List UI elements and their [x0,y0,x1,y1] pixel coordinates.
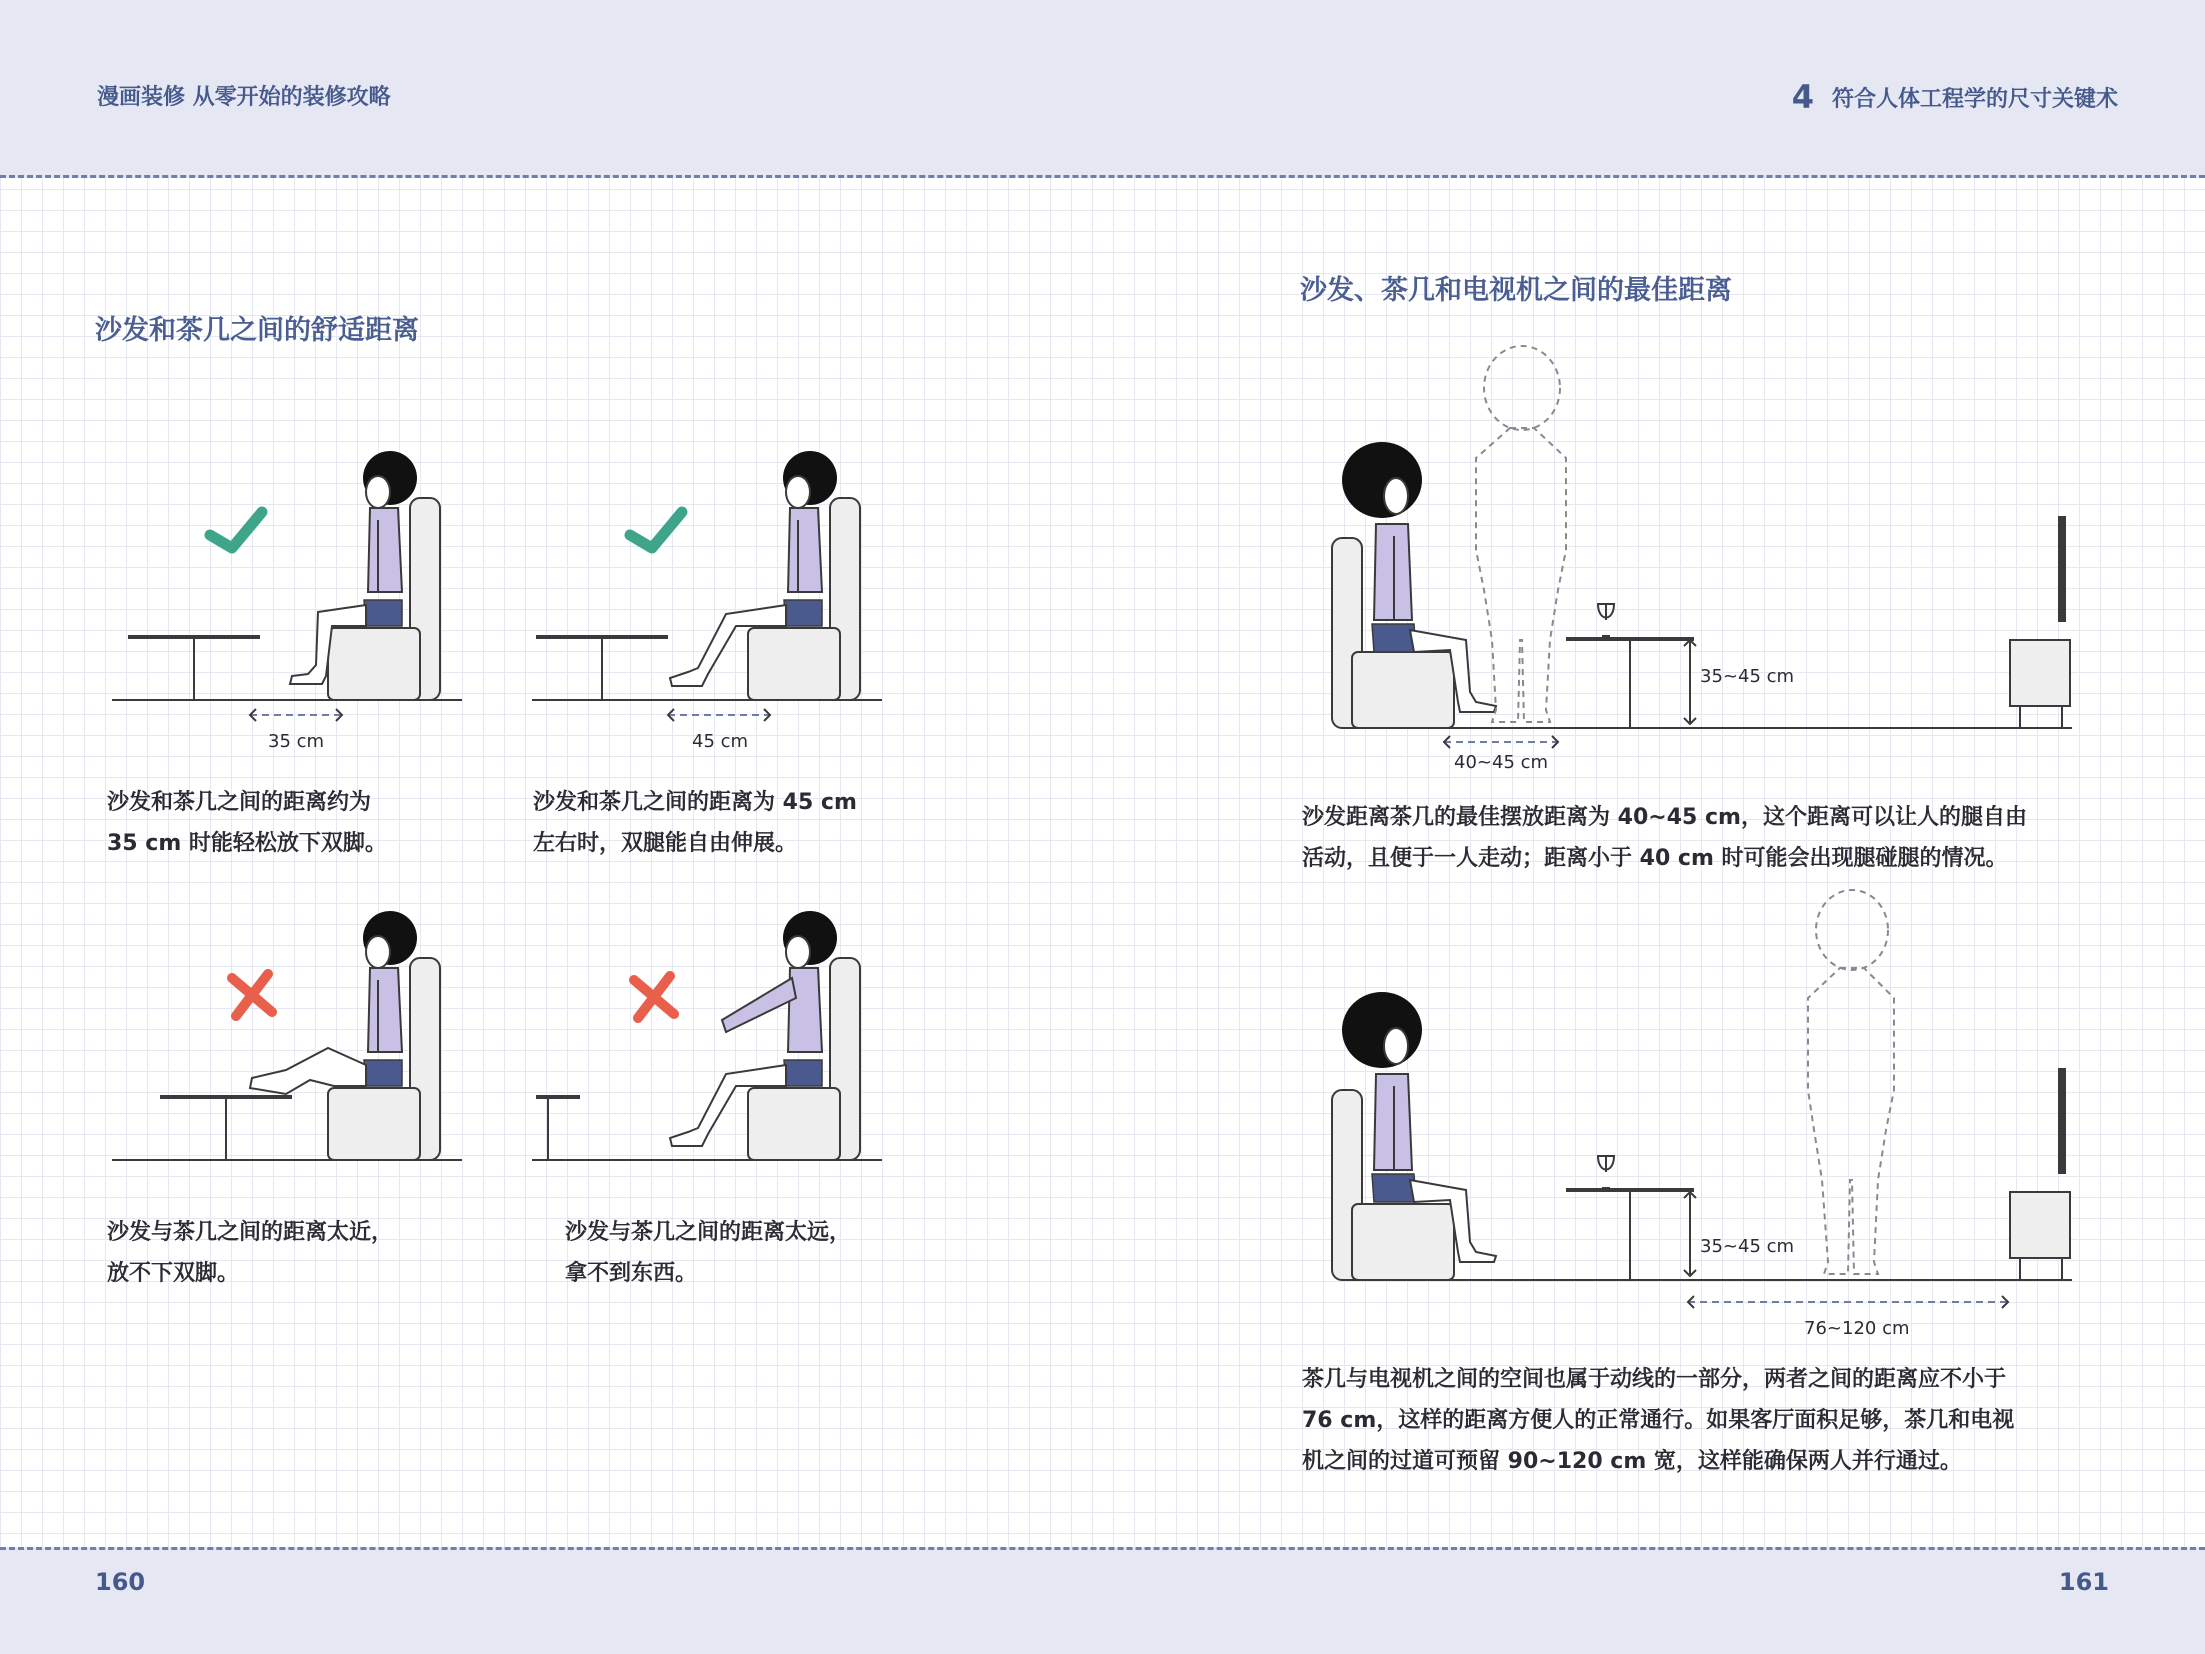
seated-person [250,911,417,1094]
standing-silhouette [1808,890,1894,1274]
book-title: 漫画装修 从零开始的装修攻略 [97,85,391,110]
panel-too-far [530,900,890,1180]
cross-icon [232,974,272,1016]
right-section-title: 沙发、茶几和电视机之间的最佳距离 [1300,275,1732,306]
caption-panel-3: 沙发与茶几之间的距离太近， 放不下双脚。 [107,1220,394,1286]
page-number-right: 161 [2058,1568,2109,1596]
chapter-number: 4 [1791,78,1814,116]
paragraph-2: 茶几与电视机之间的空间也属于动线的一部分，两者之间的距离应不小于 76 cm，这样的距离方便人的正常通行。如果客厅面积足够，茶几和电视 机之间的过道可预留 90~120 cm 宽，这样能确保两人并行通过。 [1302,1367,2015,1474]
check-icon [210,512,262,548]
standing-silhouette [1476,346,1566,722]
panel-ok-35cm [110,440,470,760]
chapter-heading [1792,78,2118,116]
caption-panel-2: 沙发和茶几之间的距离为 45 cm 左右时，双腿能自由伸展。 [533,790,857,856]
coffee-table [536,637,668,700]
left-section-title: 沙发和茶几之间的舒适距离 [95,315,419,346]
footer-band [0,1547,2205,1654]
page-number-left: 160 [95,1568,146,1596]
coffee-table [160,1097,292,1160]
height-label-1: 35~45 cm [1700,666,1795,687]
diagram-sofa-table-distance [1310,340,2090,780]
panel-ok-45cm [530,440,890,760]
coffee-table [536,1097,580,1160]
caption-panel-1: 沙发和茶几之间的距离约为 35 cm 时能轻松放下双脚。 [107,790,387,856]
panel-too-close [110,900,470,1180]
chapter-title: 符合人体工程学的尺寸关键术 [1831,86,2118,112]
coffee-table [128,637,260,700]
paragraph-1: 沙发距离茶几的最佳摆放距离为 40~45 cm，这个距离可以让人的腿自由 活动，且便于一人走动；距离小于 40 cm 时可能会出现腿碰腿的情况。 [1302,805,2027,871]
distance-label-2: 76~120 cm [1804,1318,1910,1339]
distance-label-1: 40~45 cm [1454,752,1549,773]
coffee-table [1566,604,1694,728]
caption-panel-4: 沙发与茶几之间的距离太远， 拿不到东西。 [565,1220,852,1286]
coffee-table [1566,1156,1694,1280]
diagram-table-tv-distance [1310,890,2090,1350]
height-label-2: 35~45 cm [1700,1236,1795,1257]
check-icon [630,512,682,548]
tv-cabinet [2010,1068,2070,1280]
measure-35cm: 35 cm [268,731,325,752]
tv-cabinet [2010,516,2070,728]
measure-45cm: 45 cm [692,731,749,752]
cross-icon [634,976,674,1018]
